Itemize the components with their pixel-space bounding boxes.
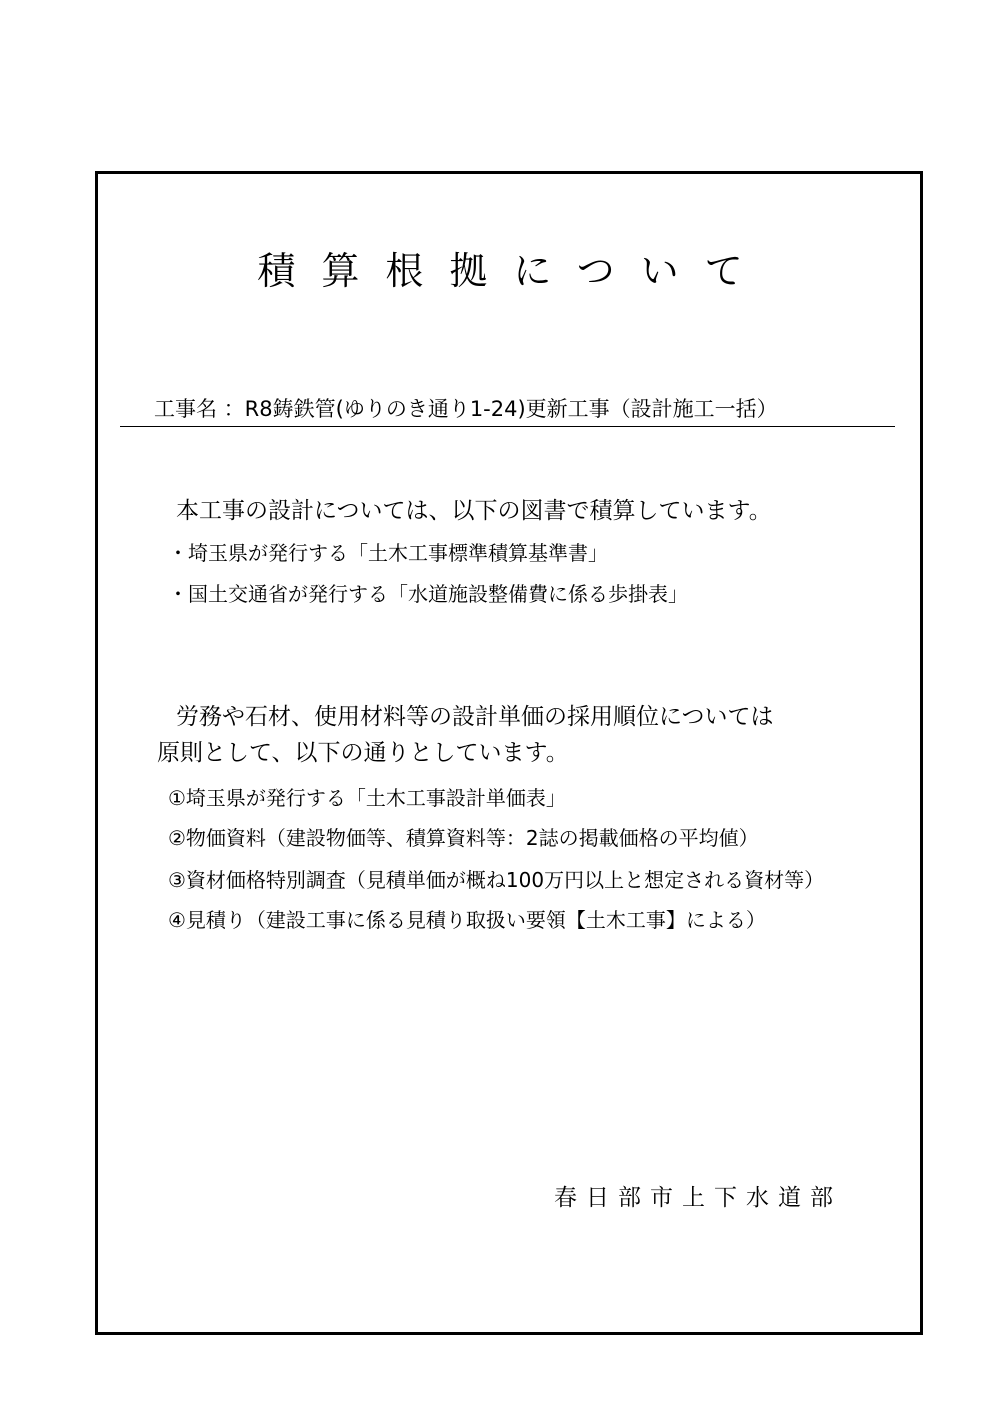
- document-title: 積算根拠について: [257, 249, 769, 293]
- section2-lead-line-2: 原則として、以下の通りとしています。: [157, 740, 569, 766]
- section2-item-4: ④見積り（建設工事に係る見積り取扱い要領【土木工事】による）: [168, 908, 766, 932]
- section2-item-3: ③資材価格特別調査（見積単価が概ね100万円以上と想定される資材等）: [168, 868, 825, 892]
- section1-bullet-1: ・埼玉県が発行する「土木工事標準積算基準書」: [168, 541, 608, 565]
- section2-lead-line-1: 労務や石材、使用材料等の設計単価の採用順位については: [176, 704, 774, 730]
- section1-lead: 本工事の設計については、以下の図書で積算しています。: [176, 498, 772, 524]
- project-name-row: [120, 394, 895, 427]
- project-name: 工事名 ：R8鋳鉄管(ゆりのき通り1-24)更新工事（設計施工一括）: [154, 397, 778, 421]
- section2-item-1: ①埼玉県が発行する「土木工事設計単価表」: [168, 786, 566, 810]
- issuer-name: 春日部市上下水道部: [554, 1185, 842, 1211]
- section2-item-2: ②物価資料（建設物価等、積算資料等：2誌の掲載価格の平均値）: [168, 826, 759, 850]
- section1-bullet-2: ・国土交通省が発行する「水道施設整備費に係る歩掛表」: [168, 582, 688, 606]
